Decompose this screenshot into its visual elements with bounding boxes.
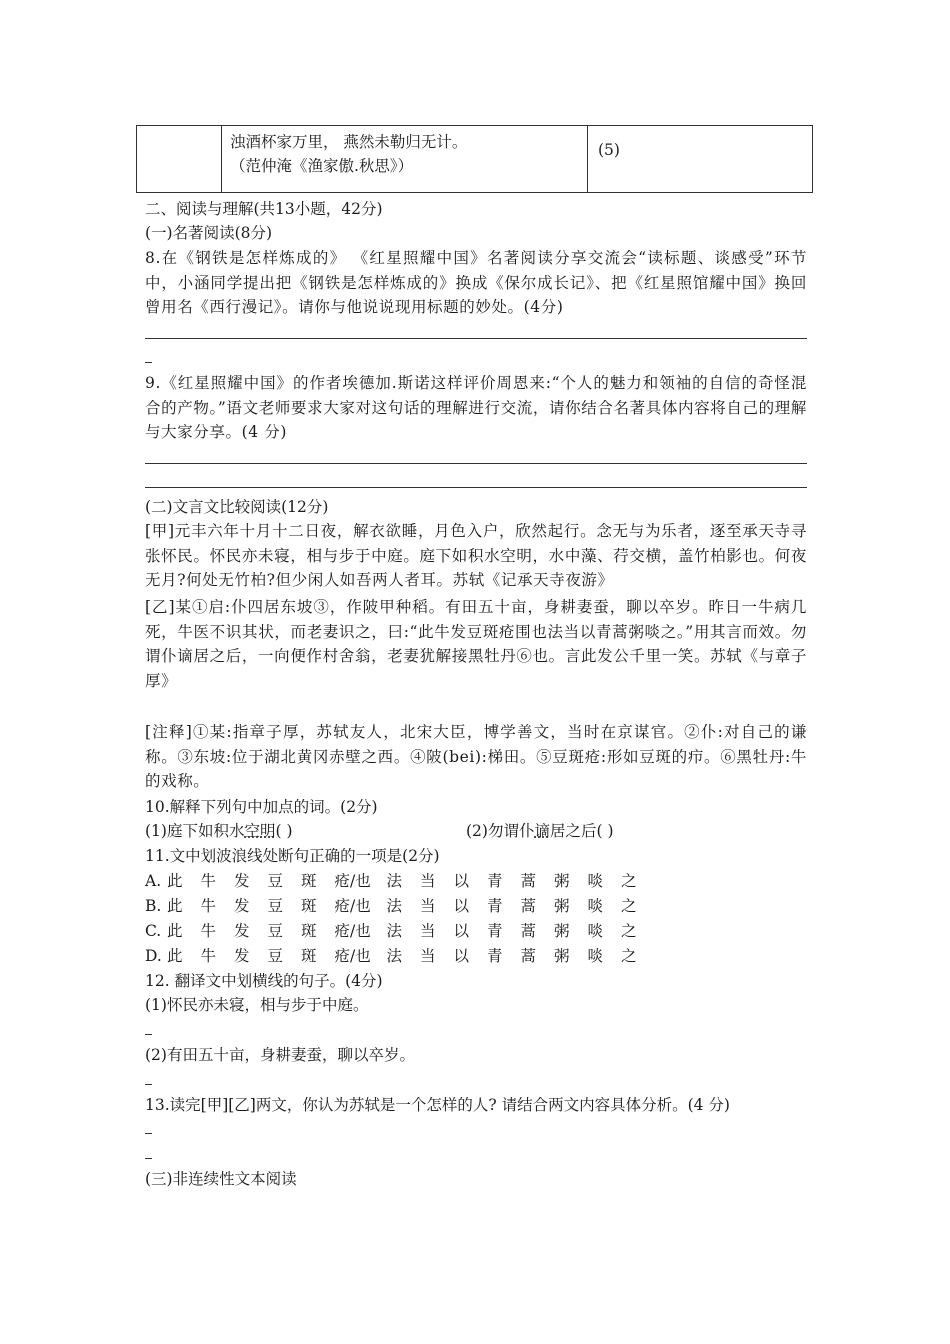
answer-line[interactable] (145, 338, 807, 339)
option-char: 豆 (267, 947, 284, 965)
option-char: 此 (167, 947, 183, 965)
option-char: 粥 (554, 922, 570, 940)
option-a[interactable] (145, 869, 655, 893)
table-cell-empty (137, 126, 222, 192)
option-char: 啖 (587, 897, 604, 915)
option-char: 当 (420, 897, 436, 915)
option-char: 发 (234, 922, 250, 940)
answer-dash (145, 362, 152, 363)
question-10-item-1 (145, 819, 293, 843)
option-char: 啖 (587, 947, 604, 965)
part-title: (三)非连续性文本阅读 (145, 1170, 297, 1188)
option-char: 发 (234, 947, 250, 965)
option-char: 斑 (301, 897, 317, 915)
option-char: 斑 (301, 922, 317, 940)
question-9: 9.《红星照耀中国》的作者埃德加.斯诺这样评价周恩来:“个人的魅力和领袖的自信的奇怪混合的产物。”语文老师要求大家对这句话的理解进行交流，请你结合名著具体内容将自己的理解与大家分享。(4 分) (145, 374, 807, 441)
option-char: 以 (453, 947, 470, 965)
option-char: 疮/也 (334, 922, 371, 940)
option-char: 当 (420, 872, 436, 890)
option-char: 以 (453, 872, 470, 890)
option-char: 法 (386, 897, 403, 915)
option-char: 此 (167, 897, 183, 915)
option-char: 疮/也 (334, 872, 371, 890)
q10-1-text: (1)庭下如积水 (145, 822, 245, 840)
question-8: 8.在《钢铁是怎样炼成的》 《红星照耀中国》名著阅读分享交流会“读标题、谈感受”环节中，小涵同学提出把《钢铁是怎样炼成的》换成《保尔成长记》、把《红星照馆耀中国》换回曾用名《西行漫记》。请你与他说说现用标题的妙处。(4分) (145, 249, 807, 316)
answer-blank-number: (5) (598, 141, 620, 159)
option-char: 发 (234, 872, 250, 890)
answer-dash[interactable] (145, 1133, 152, 1134)
q10-2-dotted-word: 谪 (534, 822, 550, 840)
question-12: 12. 翻译文中划横线的句子。(4分) (145, 972, 383, 990)
q10-1-blank[interactable]: ( ) (275, 822, 293, 840)
poem-line: 浊酒杯家万里， 燕然未勒归无计。 (230, 133, 468, 151)
question-11: 11.文中划波浪线处断句正确的一项是(2分) (145, 847, 440, 865)
question-13: 13.读完[甲][乙]两文，你认为苏轼是一个怎样的人? 请结合两文内容具体分析。(4 分) (145, 1096, 730, 1114)
poem-table-row (136, 125, 813, 193)
option-char: 啖 (587, 872, 604, 890)
option-char: 之 (621, 872, 637, 890)
option-char: 青 (487, 947, 503, 965)
table-cell-answer (588, 126, 812, 192)
annotations: [注释]①某:指章子厚，苏轼友人，北宋大臣，博学善文，当时在京谋官。②仆:对自己的谦称。③东坡:位于湖北黄冈赤壁之西。④陂(bei):梯田。⑤豆斑疮:形如豆斑的疖。⑥黑牡丹:牛的戏称。 (145, 723, 807, 790)
question-12-item-2: (2)有田五十亩，身耕妻蚕，聊以卒岁。 (145, 1046, 415, 1064)
question-10: 10.解释下列句中加点的词。(2分) (145, 798, 378, 816)
option-label: B. (145, 897, 162, 915)
option-char: 粥 (554, 872, 570, 890)
table-cell-poem (222, 126, 588, 192)
q10-2-blank[interactable]: 居之后( ) (549, 822, 614, 840)
option-char: 法 (386, 947, 403, 965)
section-title: 二、阅读与理解(共13小题，42分) (145, 200, 383, 218)
option-char: 之 (621, 897, 637, 915)
option-char: 蒿 (520, 897, 537, 915)
option-char: 法 (386, 922, 403, 940)
option-char: 牛 (200, 947, 217, 965)
answer-dash[interactable] (145, 1158, 152, 1159)
answer-line[interactable] (145, 463, 807, 464)
option-char: 当 (420, 947, 436, 965)
option-char: 之 (621, 922, 637, 940)
option-char: 青 (487, 872, 503, 890)
passage-jia: [甲]元丰六年十月十二日夜，解衣欲睡，月色入户，欣然起行。念无与为乐者，逐至承天寺寻张怀民。怀民亦未寝，相与步于中庭。庭下如积水空明，水中藻、荇交横，盖竹柏影也。何夜无月?何处无竹柏?但少闲人如吾两人者耳。苏轼《记承天寺夜游》 (145, 522, 807, 589)
part-title: (一)名著阅读(8分) (145, 224, 273, 242)
option-char: 斑 (301, 947, 317, 965)
part-title: (二)文言文比较阅读(12分) (145, 498, 329, 516)
option-char: 疮/也 (334, 947, 371, 965)
option-char: 牛 (200, 897, 217, 915)
option-b[interactable] (145, 894, 655, 918)
option-char: 蒿 (520, 872, 537, 890)
option-char: 发 (234, 897, 250, 915)
question-12-item-1: (1)怀民亦未寝，相与步于中庭。 (145, 996, 369, 1014)
option-label: D. (145, 947, 162, 965)
option-char: 法 (386, 872, 403, 890)
option-label: C. (145, 922, 162, 940)
passage-yi: [乙]某①启:仆四居东坡③，作陂甲种稻。有田五十亩，身耕妻蚕，聊以卒岁。昨日一牛病几死，牛医不识其状，而老妻识之，曰:“此牛发豆斑疮围也法当以青蒿粥啖之。”用其言而效。勿谓仆谪居之后，一向便作村舍翁，老妻犹解接黑牡丹⑥也。言此发公千里一笑。苏轼《与章子厚》 (145, 598, 807, 690)
option-char: 蒿 (520, 922, 537, 940)
option-char: 之 (621, 947, 637, 965)
option-label: A. (145, 872, 162, 890)
option-char: 此 (167, 872, 183, 890)
poem-source: （范仲淹《渔家傲.秋思》） (230, 157, 414, 175)
answer-dash[interactable] (145, 1084, 152, 1085)
option-char: 豆 (267, 872, 284, 890)
option-char: 青 (487, 922, 503, 940)
option-char: 以 (453, 897, 470, 915)
option-char: 斑 (301, 872, 317, 890)
option-char: 此 (167, 922, 183, 940)
option-char: 粥 (554, 897, 570, 915)
option-char: 疮/也 (334, 897, 371, 915)
q10-1-dotted-word: 空明 (244, 822, 276, 840)
option-char: 豆 (267, 922, 284, 940)
option-char: 粥 (554, 947, 570, 965)
option-char: 啖 (587, 922, 604, 940)
question-10-item-2 (466, 819, 614, 843)
answer-line[interactable] (145, 487, 807, 488)
option-char: 青 (487, 897, 503, 915)
option-char: 牛 (200, 922, 217, 940)
q10-2-text: (2)勿谓仆 (466, 822, 535, 840)
answer-dash[interactable] (145, 1034, 152, 1035)
option-c[interactable] (145, 919, 655, 943)
option-char: 牛 (200, 872, 217, 890)
option-char: 豆 (267, 897, 284, 915)
option-char: 蒿 (520, 947, 537, 965)
option-d[interactable] (145, 944, 655, 968)
option-char: 当 (420, 922, 436, 940)
option-char: 以 (453, 922, 470, 940)
